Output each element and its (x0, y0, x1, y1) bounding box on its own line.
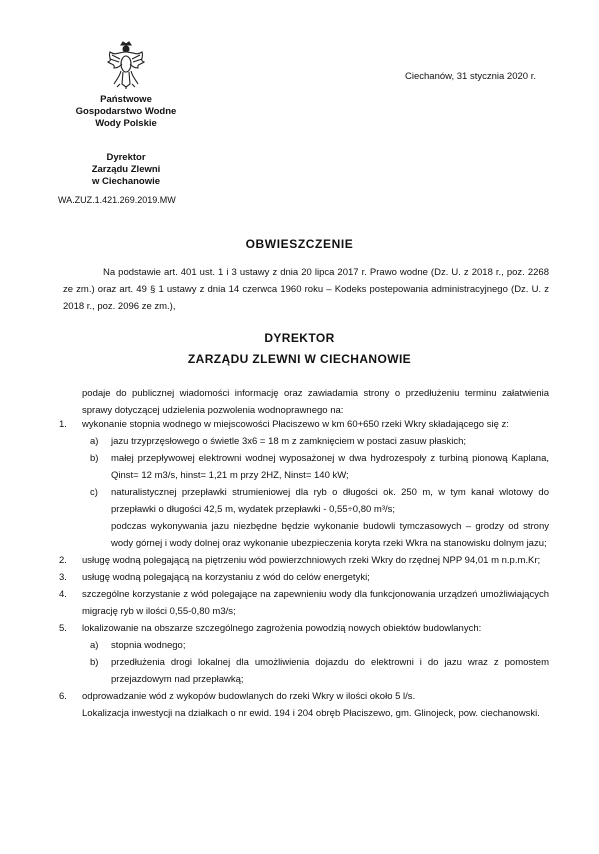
list-item (59, 552, 549, 569)
item-number: 5. (59, 623, 67, 634)
authority-heading-line-2: ZARZĄDU ZLEWNI W CIECHANOWIE (187, 352, 412, 366)
sub-item-letter: b) (90, 453, 99, 464)
sub-list (82, 433, 549, 518)
date-line: Ciechanów, 31 stycznia 2020 r. (405, 71, 536, 82)
list-item (59, 416, 549, 552)
item-number: 6. (59, 691, 67, 702)
list-item (59, 620, 549, 688)
director-line: w Ciechanowie (91, 176, 161, 187)
issuer-line: Gospodarstwo Wodne (75, 106, 177, 117)
item-text: wykonanie stopnia wodnego w miejscowości Płaciszewo w km 60+650 rzeki Wkry składającego się z: (82, 419, 509, 430)
sub-item-letter: a) (90, 640, 99, 651)
sub-item-text: małej przepływowej elektrowni wodnej wyposażonej w dwa hydrozespoły z turbiną pionową Kaplana, Qinst= 12 m3/s, hinst= 1,21 m przy 2HZ, Ninst= 140 kW; (111, 453, 549, 481)
issuer-block (60, 94, 192, 130)
permit-items-list (59, 416, 549, 722)
list-item (59, 688, 549, 722)
sub-item-letter: c) (90, 487, 98, 498)
polish-eagle-emblem-icon (104, 40, 148, 90)
item-text: usługę wodną polegającą na piętrzeniu wód powierzchniowych rzeki Wkry do rzędnej NPP 94,01 m n.p.m.Kr; (82, 555, 541, 566)
item-number: 3. (59, 572, 67, 583)
director-line: Dyrektor (106, 152, 146, 163)
item-text: szczególne korzystanie z wód polegające na zapewnieniu wody dla funkcjonowania urządzeń umożliwiających migrację ryb w ilości 0,55-0,80 m3/s; (82, 589, 549, 617)
sub-item-text: przedłużenia drogi lokalnej dla umożliwienia dojazdu do elektrowni i do jazu wraz z pomostem przejazdowym nad przepławką; (111, 657, 549, 685)
document-title: OBWIESZCZENIE (245, 237, 354, 251)
item-number: 2. (59, 555, 67, 566)
location-paragraph: Lokalizacja inwestycji na działkach o nr ewid. 194 i 204 obręb Płaciszewo, gm. Glinojeck, pow. ciechanowski. (82, 708, 540, 719)
sub-list-item (90, 484, 549, 518)
item-text: usługę wodną polegającą na korzystaniu z wód do celów energetyki; (82, 572, 370, 583)
sub-item-letter: b) (90, 657, 99, 668)
sub-item-letter: a) (90, 436, 99, 447)
case-signature: WA.ZUZ.1.421.269.2019.MW (58, 195, 176, 205)
director-block (60, 152, 192, 188)
director-line: Zarządu Zlewni (91, 164, 161, 175)
list-item (59, 586, 549, 620)
sub-item-text: naturalistycznej przepławki strumieniowej dla ryb o długości ok. 250 m, w tym kanał wlotowy do przepławki o długości 42,5 m, wydatek przepławki - 0,55÷0,80 m³/s; (111, 487, 549, 515)
item-text: odprowadzanie wód z wykopów budowlanych do rzeki Wkry w ilości około 5 l/s. (82, 691, 416, 702)
sub-item-text: stopnia wodnego; (111, 640, 186, 651)
sub-list-item (90, 637, 549, 654)
item-number: 4. (59, 589, 67, 600)
item-number: 1. (59, 419, 67, 430)
item-text: lokalizowanie na obszarze szczególnego zagrożenia powodzią nowych obiektów budowlanych: (82, 623, 482, 634)
sub-list (82, 637, 549, 688)
issuer-line: Wody Polskie (95, 118, 157, 129)
item-continuation: podczas wykonywania jazu niezbędne będzie wykonanie budowli tymczasowych – grodzy od strony wody górnej i wody dolnej oraz wykonanie ubezpieczenia koryta rzeki Wkra na stanowisku dolnym jazu; (111, 521, 549, 549)
sub-list-item (90, 433, 549, 450)
list-item (59, 569, 549, 586)
sub-list-item (90, 654, 549, 688)
authority-heading-line-1: DYREKTOR (264, 331, 335, 345)
announcement-body: podaje do publicznej wiadomości informację oraz zawiadamia strony o przedłużeniu terminu załatwienia sprawy dotyczącej udzielenia pozwolenia wodnoprawnego na: (82, 388, 549, 416)
issuer-line: Państwowe (100, 94, 152, 105)
sub-item-text: jazu trzyprzęsłowego o świetle 3x6 = 18 m z zamknięciem w postaci zasuw płaskich; (111, 436, 467, 447)
sub-list-item (90, 450, 549, 484)
legal-basis-paragraph: Na podstawie art. 401 ust. 1 i 3 ustawy z dnia 20 lipca 2017 r. Prawo wodne (Dz. U. z 2018 r., poz. 2268 ze zm.) oraz art. 49 § 1 ustawy z dnia 14 czerwca 1960 roku – Kodeks postepowania administracyjnego (Dz. U. z 2018 r., poz. 2096 ze zm.), (63, 267, 549, 312)
